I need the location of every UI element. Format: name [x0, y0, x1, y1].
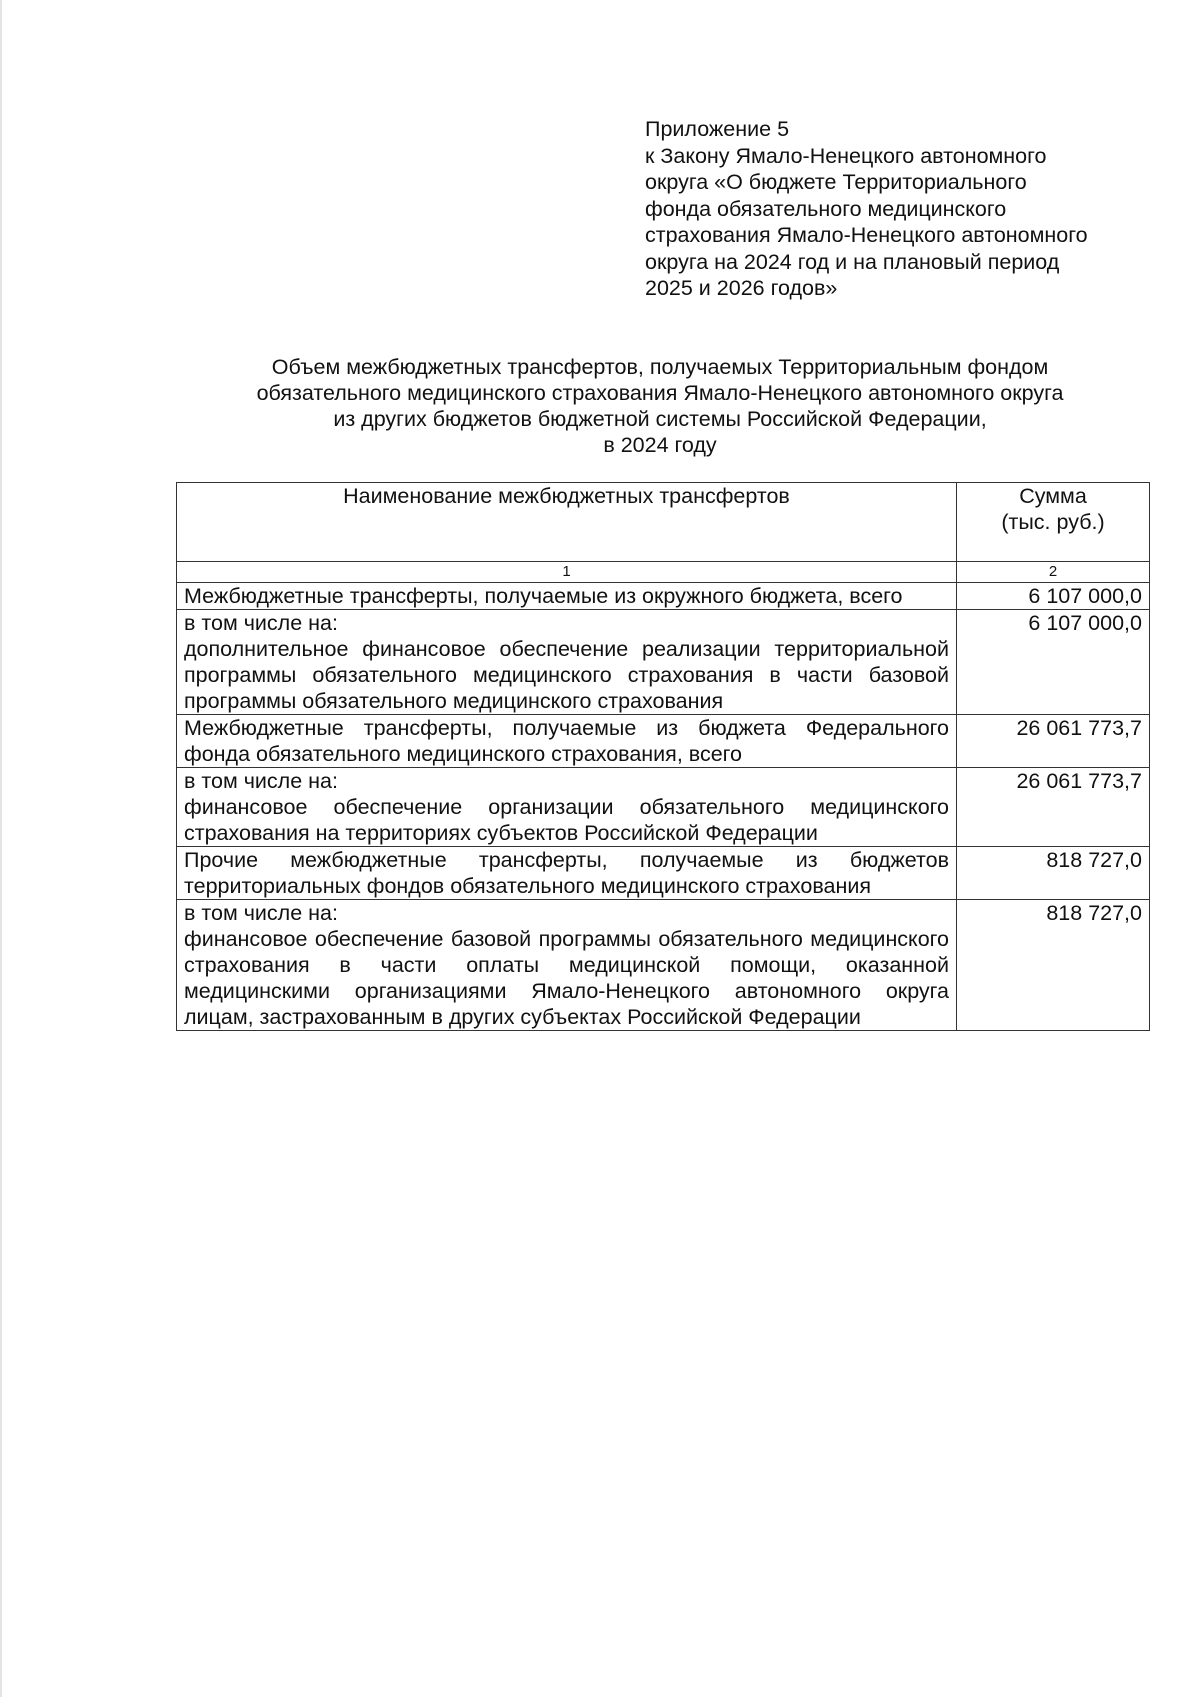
header-name-cell — [177, 483, 957, 562]
transfer-name: дополнительное финансовое обеспечение реализации территориальной программы обязательного медицинского страхования в части базовой программы обязательного медицинского страхования — [184, 637, 949, 713]
transfer-amount: 818 727,0 — [957, 900, 1150, 1031]
appendix-note — [645, 116, 1165, 302]
transfer-detail-cell — [177, 900, 957, 1031]
table-row — [177, 715, 1150, 768]
transfer-amount: 6 107 000,0 — [957, 610, 1150, 715]
including-label: в том числе на: — [184, 901, 338, 925]
transfer-amount: 26 061 773,7 — [957, 715, 1150, 768]
column-number: 2 — [957, 562, 1150, 583]
document-title — [170, 354, 1150, 458]
including-label: в том числе на: — [184, 769, 338, 793]
transfer-amount: 818 727,0 — [957, 847, 1150, 900]
title-line: в 2024 году — [603, 433, 717, 457]
appendix-line: к Закону Ямало-Ненецкого автономного — [645, 143, 1047, 168]
table-row — [177, 847, 1150, 900]
including-label: в том числе на: — [184, 611, 338, 635]
appendix-line: округа «О бюджете Территориального — [645, 170, 1027, 194]
title-line: обязательного медицинского страхования Ямало-Ненецкого автономного округа — [256, 381, 1064, 405]
transfer-name: Межбюджетные трансферты, получаемые из окружного бюджета, всего — [177, 583, 957, 610]
table-header-row — [177, 483, 1150, 562]
column-number-row — [177, 562, 1150, 583]
appendix-line: округа на 2024 год и на плановый период — [645, 249, 1060, 274]
transfers-table — [176, 482, 1150, 1031]
header-name-label: Наименование межбюджетных трансфертов — [343, 484, 790, 508]
appendix-line: фонда обязательного медицинского — [645, 196, 1007, 221]
header-sum-unit: (тыс. руб.) — [1001, 510, 1105, 534]
title-line: Объем межбюджетных трансфертов, получаемых Территориальным фондом — [271, 355, 1049, 379]
column-number: 1 — [177, 562, 957, 583]
page-edge — [0, 0, 2, 1697]
header-sum-cell — [957, 483, 1150, 562]
table-row — [177, 768, 1150, 847]
appendix-line: Приложение 5 — [645, 117, 790, 141]
transfer-name: финансовое обеспечение организации обязательного медицинского страхования на территориях субъектов Российской Федерации — [184, 795, 949, 845]
table-row — [177, 583, 1150, 610]
transfer-amount: 26 061 773,7 — [957, 768, 1150, 847]
appendix-line: 2025 и 2026 годов» — [645, 276, 838, 300]
title-line: из других бюджетов бюджетной системы Российской Федерации, — [333, 407, 987, 431]
transfer-detail-cell — [177, 768, 957, 847]
appendix-line: страхования Ямало-Ненецкого автономного — [645, 223, 1088, 247]
transfer-detail-cell — [177, 610, 957, 715]
table-row — [177, 900, 1150, 1031]
transfer-amount: 6 107 000,0 — [957, 583, 1150, 610]
table-row — [177, 610, 1150, 715]
transfer-name: Прочие межбюджетные трансферты, получаемые из бюджетов территориальных фондов обязательного медицинского страхования — [177, 847, 957, 900]
transfer-name: финансовое обеспечение базовой программы обязательного медицинского страхования в части оплаты медицинской помощи, оказанной медицинскими организациями Ямало-Ненецкого автономного округа лицам, застрахованным в других субъектах Российской Федерации — [184, 927, 949, 1029]
header-sum-label: Сумма — [1019, 484, 1087, 508]
transfer-name: Межбюджетные трансферты, получаемые из бюджета Федерального фонда обязательного медицинского страхования, всего — [177, 715, 957, 768]
